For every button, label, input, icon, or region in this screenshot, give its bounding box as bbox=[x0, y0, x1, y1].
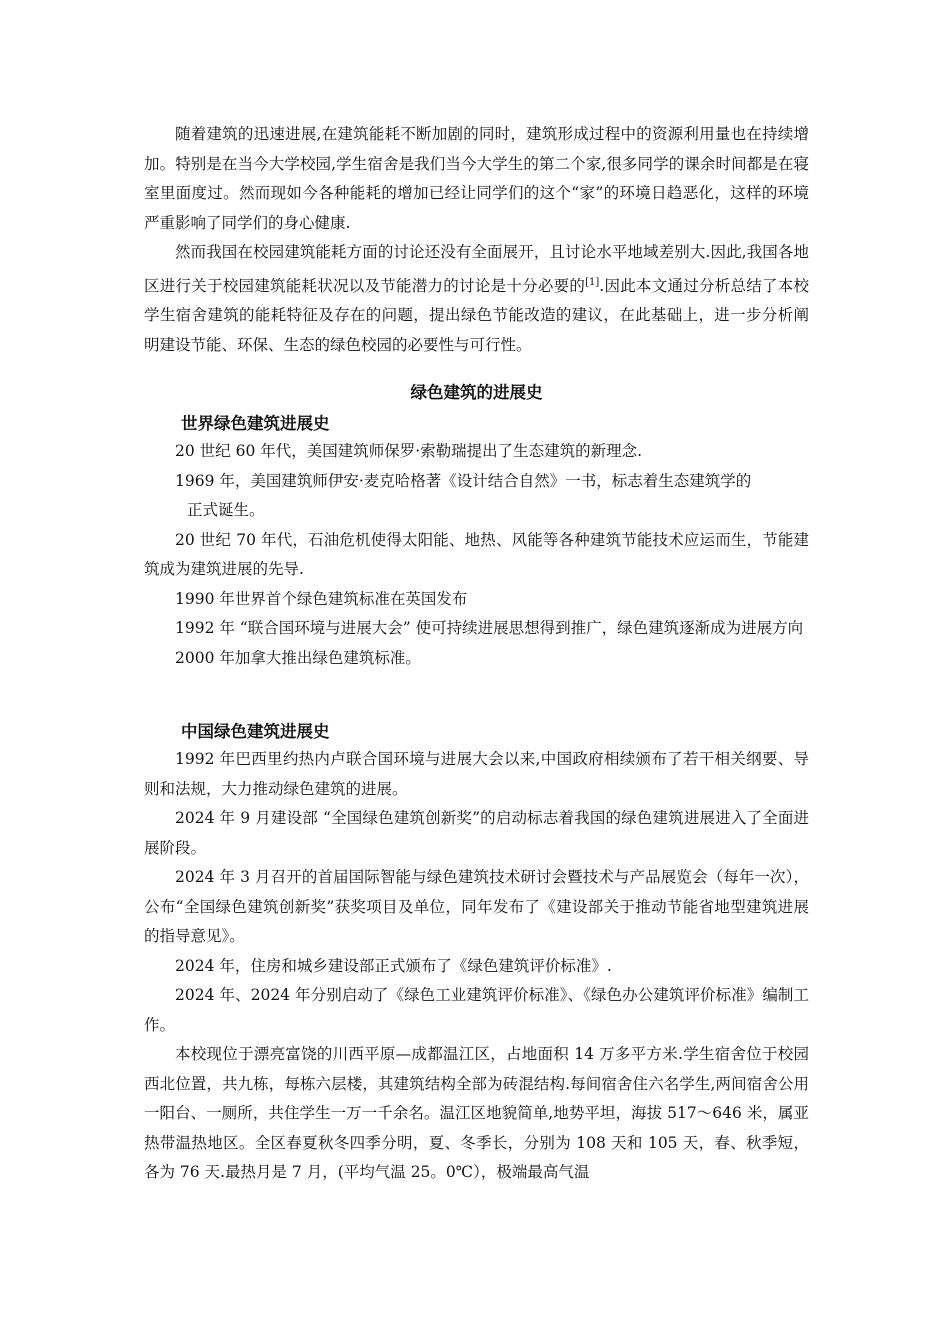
world-item-4: 1990 年世界首个绿色建筑标准在英国发布 bbox=[175, 589, 468, 608]
intro-paragraph-2-text-cont: .因此本文通过分析总结了本校学生宿舍建筑的能耗特征及存在的问题，提出绿色节能改造的建议，在此基础上，进一步分析阐明建设节能、环保、生态的绿色校园的必要性与可行性。 bbox=[144, 276, 809, 354]
intro-paragraph-2-text: 然而我国在校园建筑能耗方面的讨论还没有全面展开，且讨论水平地域差别大.因此,我国各地区进行关于校园建筑能耗状况以及节能潜力的讨论是十分必要的 bbox=[144, 243, 809, 295]
china-item-4: 2024 年，住房和城乡建设部正式颁布了《绿色建筑评价标准》. bbox=[175, 956, 612, 975]
world-history-list bbox=[144, 437, 809, 673]
china-item-5: 2024 年、2024 年分别启动了《绿色工业建筑评价标准》、《绿色办公建筑评价标准》编制工作。 bbox=[144, 986, 809, 1034]
world-item-2: 1969 年，美国建筑师伊安·麦克哈格著《设计结合自然》一书，标志着生态建筑学的 bbox=[175, 471, 752, 490]
world-history-title: 世界绿色建筑进展史 bbox=[181, 414, 330, 433]
china-history-title: 中国绿色建筑进展史 bbox=[181, 722, 330, 741]
china-item-3: 2024 年 3 月召开的首届国际智能与绿色建筑技术研讨会暨技术与产品展览会（每年一次），公布“全国绿色建筑创新奖”获奖项目及单位，同年发布了《建设部关于推动节能省地型建筑进展的指导意见》。 bbox=[144, 868, 809, 945]
china-item-1: 1992 年巴西里约热内卢联合国环境与进展大会以来,中国政府相续颁布了若干相关纲要、导则和法规，大力推动绿色建筑的进展。 bbox=[144, 750, 809, 798]
world-item-1: 20 世纪 60 年代，美国建筑师保罗·索勒瑞提出了生态建筑的新理念. bbox=[175, 442, 643, 460]
section-title: 绿色建筑的进展史 bbox=[410, 383, 543, 402]
china-item-2: 2024 年 9 月建设部 “全国绿色建筑创新奖”的启动标志着我国的绿色建筑进展进入了全面进展阶段。 bbox=[144, 809, 809, 857]
china-history-list bbox=[144, 745, 809, 1188]
intro-paragraph-1: 随着建筑的迅速进展,在建筑能耗不断加剧的同时，建筑形成过程中的资源利用量也在持续增加。特别是在当今大学校园,学生宿舍是我们当今大学生的第二个家,很多同学的课余时间都是在寝室里面度过。然而现如今各种能耗的增加已经让同学们的这个“家”的环境日趋恶化，这样的环境严重影响了同学们的身心健康. bbox=[144, 125, 809, 232]
world-item-3: 20 世纪 70 年代，石油危机使得太阳能、地热、风能等各种建筑节能技术应运而生，节能建筑成为建筑进展的先导. bbox=[144, 530, 809, 578]
campus-paragraph: 本校现位于漂亮富饶的川西平原—成都温江区，占地面积 14 万多平方米.学生宿舍位于校园西北位置，共九栋，每栋六层楼，其建筑结构全部为砖混结构.每间宿舍住六名学生,两间宿舍公用一阳台、一厕所，共住学生一万一千余名。温江区地貌简单,地势平坦，海拔 517～646 米，属亚热带温热地区。全区春夏秋冬四季分明，夏、冬季长，分别为 108 天和 105 天，春、秋季短，各为 76 天.最热月是 7 月，(平均气温 25。0℃），极端最高气温 bbox=[144, 1045, 809, 1181]
citation-ref: [1] bbox=[585, 276, 600, 288]
world-item-2-cont: 正式诞生。 bbox=[187, 501, 265, 519]
intro-section bbox=[144, 120, 809, 360]
world-item-5: 1992 年 “联合国环境与进展大会” 使可持续进展思想得到推广，绿色建筑逐渐成为进展方向 bbox=[175, 619, 804, 637]
world-item-6: 2000 年加拿大推出绿色建筑标准。 bbox=[175, 648, 421, 667]
intro-paragraph-2 bbox=[144, 238, 809, 360]
